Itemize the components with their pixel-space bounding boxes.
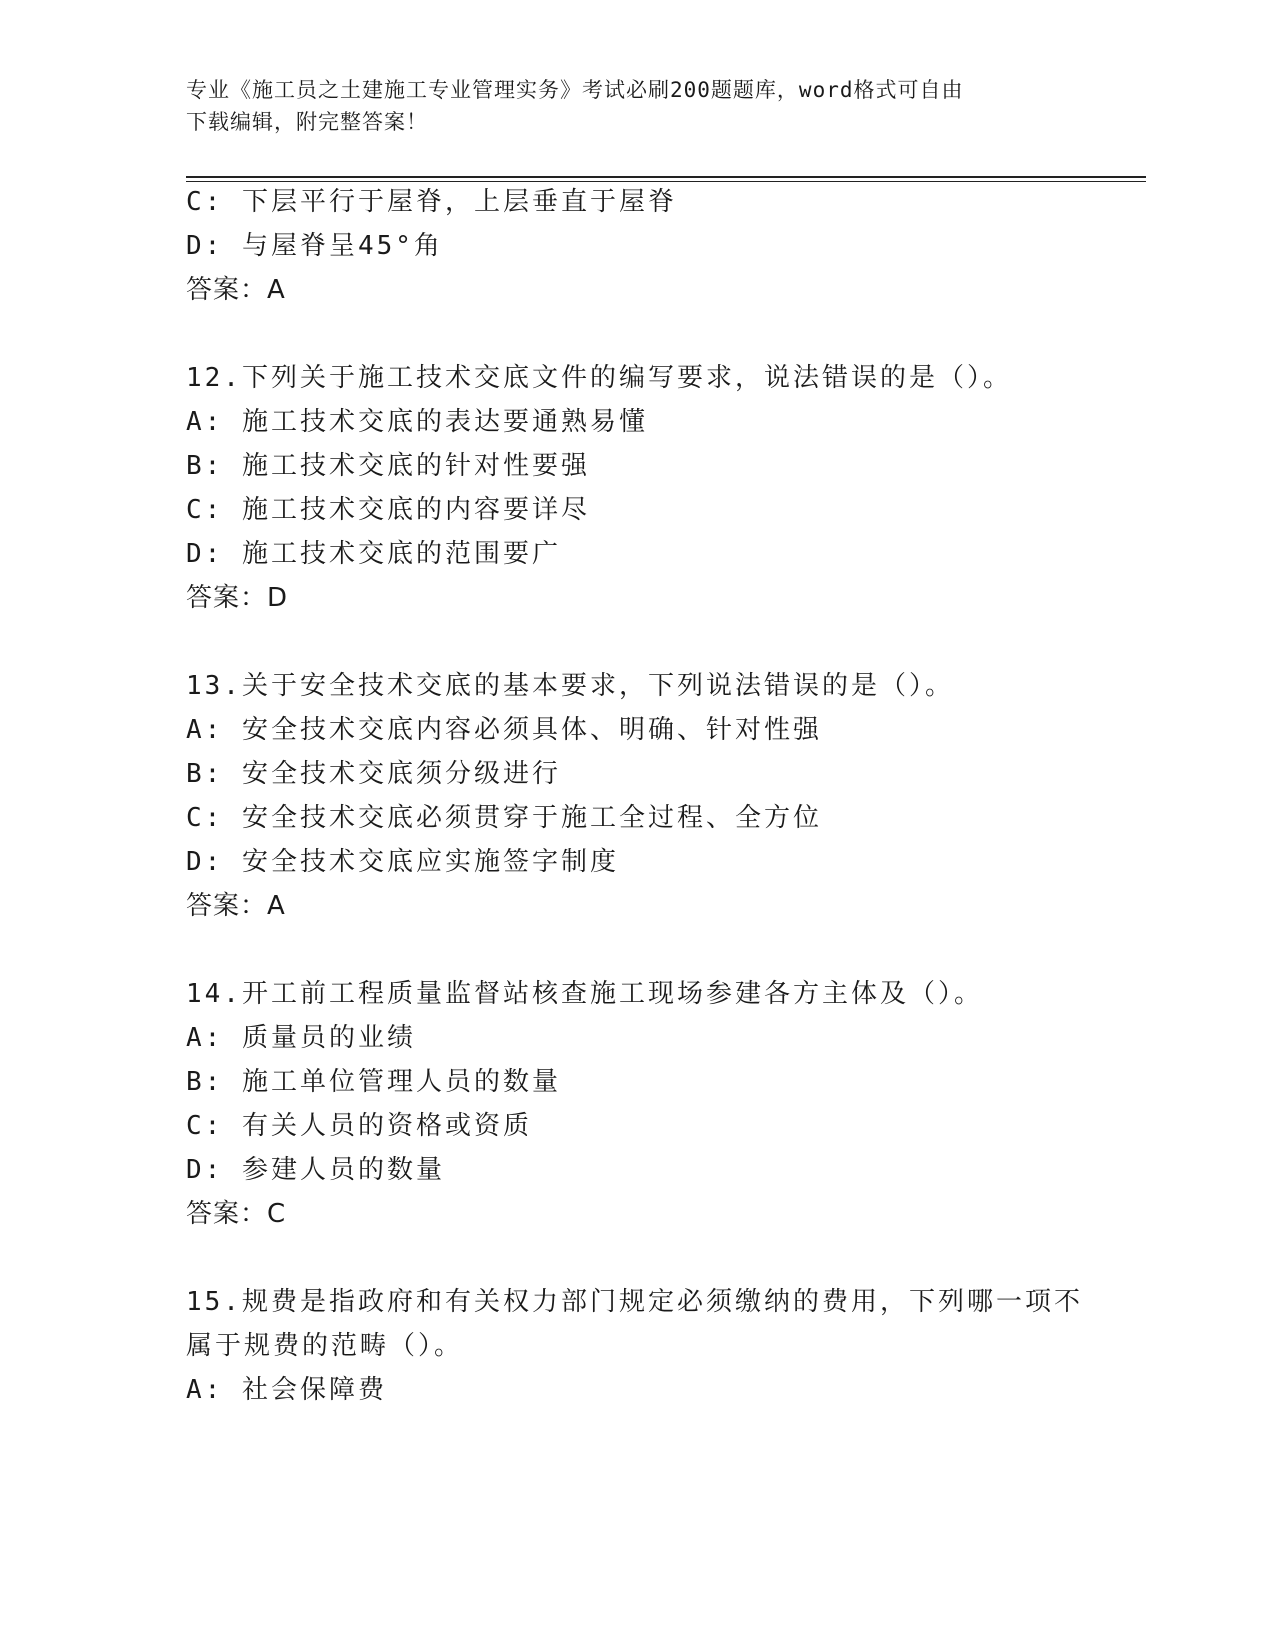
q13-option-b: B: 安全技术交底须分级进行 xyxy=(186,759,561,789)
q13-option-c: C: 安全技术交底必须贯穿于施工全过程、全方位 xyxy=(186,803,822,833)
q12-option-d: D: 施工技术交底的范围要广 xyxy=(186,539,561,569)
q12-answer: 答案：D xyxy=(186,583,289,613)
q13-option-d: D: 安全技术交底应实施签字制度 xyxy=(186,847,619,877)
q15-option-a: A: 社会保障费 xyxy=(186,1375,387,1405)
q14-option-a: A: 质量员的业绩 xyxy=(186,1023,416,1053)
q12-stem: 12.下列关于施工技术交底文件的编写要求，说法错误的是（）。 xyxy=(186,363,1012,393)
header-divider-thick xyxy=(186,176,1146,178)
header-line-2: 下载编辑，附完整答案！ xyxy=(186,110,428,134)
q13-answer: 答案：A xyxy=(186,891,286,921)
q14-stem: 14.开工前工程质量监督站核查施工现场参建各方主体及（）。 xyxy=(186,979,983,1009)
q14-option-d: D: 参建人员的数量 xyxy=(186,1155,445,1185)
q14-option-b: B: 施工单位管理人员的数量 xyxy=(186,1067,561,1097)
header-line-1: 专业《施工员之土建施工专业管理实务》考试必刷200题题库，word格式可自由 xyxy=(186,78,964,102)
q11-option-d: D: 与屋脊呈45°角 xyxy=(186,231,443,261)
q13-stem: 13.关于安全技术交底的基本要求，下列说法错误的是（）。 xyxy=(186,671,954,701)
q13-option-a: A: 安全技术交底内容必须具体、明确、针对性强 xyxy=(186,715,822,745)
q14-option-c: C: 有关人员的资格或资质 xyxy=(186,1111,532,1141)
q12-option-b: B: 施工技术交底的针对性要强 xyxy=(186,451,590,481)
q11-option-c: C: 下层平行于屋脊，上层垂直于屋脊 xyxy=(186,187,677,217)
q15-stem-line-2: 属于规费的范畴（）。 xyxy=(186,1331,464,1361)
q12-option-a: A: 施工技术交底的表达要通熟易懂 xyxy=(186,407,648,437)
header-divider-thin xyxy=(186,181,1146,182)
q12-option-c: C: 施工技术交底的内容要详尽 xyxy=(186,495,590,525)
q14-answer: 答案：C xyxy=(186,1199,287,1229)
document-header xyxy=(186,74,1086,138)
q11-answer: 答案：A xyxy=(186,275,286,305)
q15-stem-line-1: 15.规费是指政府和有关权力部门规定必须缴纳的费用，下列哪一项不 xyxy=(186,1287,1083,1317)
